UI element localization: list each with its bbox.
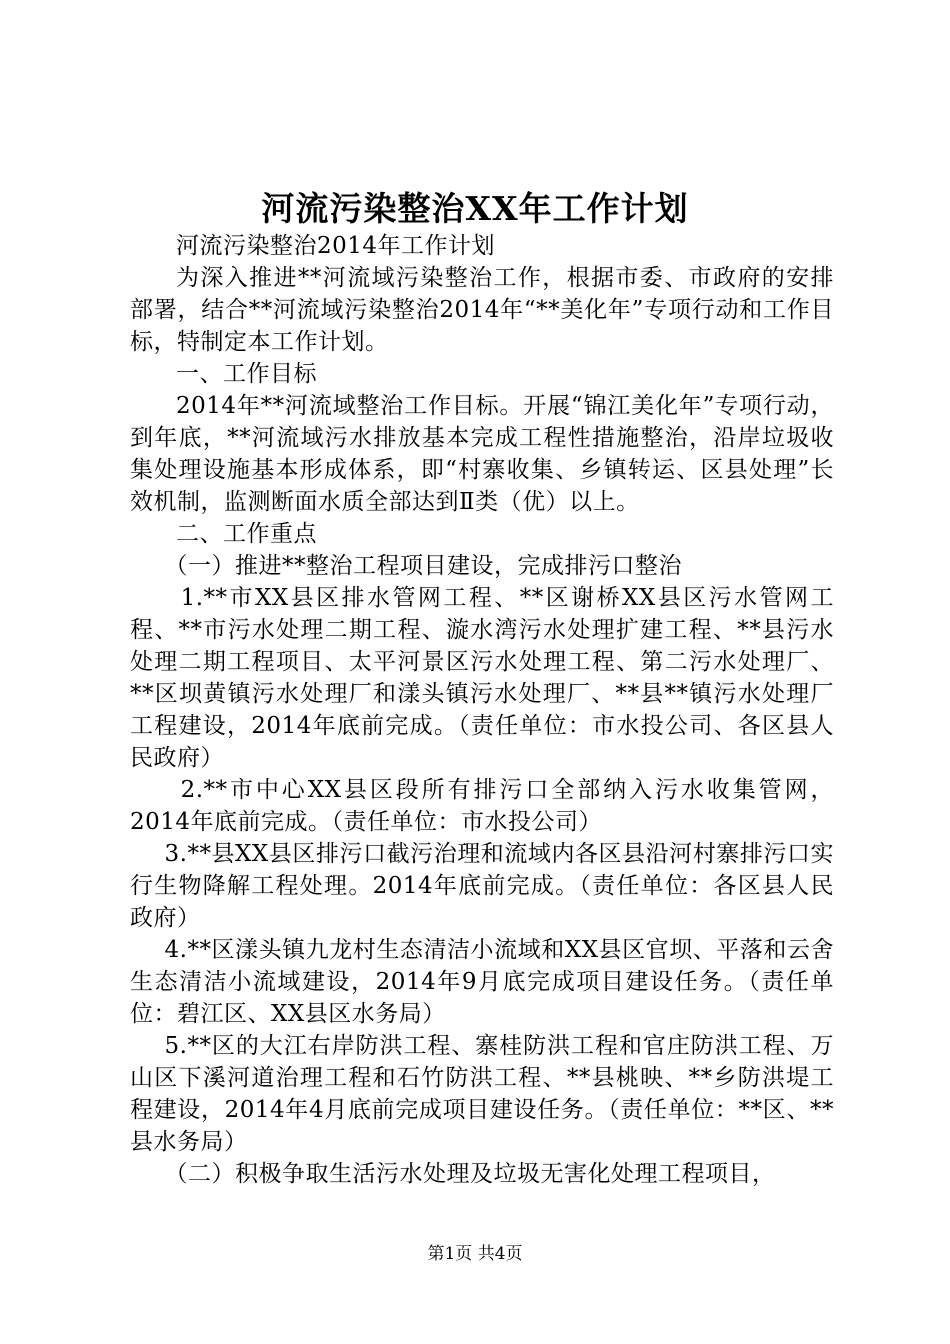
- section-heading-focus: 二、工作重点: [176, 521, 317, 547]
- subtitle-paragraph: 河流污染整治2014年工作计划: [176, 233, 496, 259]
- subsection-heading-1: （一）推进**整治工程项目建设，完成排污口整治: [164, 553, 682, 579]
- item-4-paragraph: 4.**区漾头镇九龙村生态清洁小流域和XX县区官坝、平落和云舍生态清洁小流域建设，2014年9月底完成项目建设任务。（责任单位：碧江区、XX县区水务局）: [130, 937, 834, 1027]
- subsection-heading-2: （二）积极争取生活污水处理及垃圾无害化处理工程项目，: [164, 1161, 776, 1187]
- item-3-paragraph: 3.**县XX县区排污口截污治理和流域内各区县沿河村寨排污口实行生物降解工程处理。2014年底前完成。（责任单位：各区县人民政府）: [130, 841, 834, 931]
- page-footer: 第1页 共4页: [427, 1244, 523, 1264]
- goals-paragraph: 2014年**河流域整治工作目标。开展“锦江美化年”专项行动，到年底，**河流域污水排放基本完成工程性措施整治，沿岸垃圾收集处理设施基本形成体系，即“村寨收集、乡镇转运、区县处理”长效机制，监测断面水质全部达到Ⅱ类（优）以上。: [130, 393, 834, 515]
- intro-paragraph: 为深入推进**河流域污染整治工作，根据市委、市政府的安排部署，结合**河流域污染整治2014年“**美化年”专项行动和工作目标，特制定本工作计划。: [130, 265, 834, 355]
- item-5-paragraph: 5.**区的大江右岸防洪工程、寨桂防洪工程和官庄防洪工程、万山区下溪河道治理工程和石竹防洪工程、**县桃映、**乡防洪堤工程建设，2014年4月底前完成项目建设任务。（责任单位：**区、**县水务局）: [130, 1033, 834, 1155]
- item-2-paragraph: 2.**市中心XX县区段所有排污口全部纳入污水收集管网，2014年底前完成。（责任单位：市水投公司）: [130, 777, 834, 835]
- document-body: [130, 230, 834, 1190]
- item-1-paragraph: 1.**市XX县区排水管网工程、**区谢桥XX县区污水管网工程、**市污水处理二期工程、漩水湾污水处理扩建工程、**县污水处理二期工程项目、太平河景区污水处理工程、第二污水处理厂、**区坝黄镇污水处理厂和漾头镇污水处理厂、**县**镇污水处理厂工程建设，2014年底前完成。（责任单位：市水投公司、各区县人民政府）: [130, 585, 834, 771]
- section-heading-goals: 一、工作目标: [176, 361, 317, 387]
- document-title: 河流污染整治XX年工作计划: [261, 189, 689, 228]
